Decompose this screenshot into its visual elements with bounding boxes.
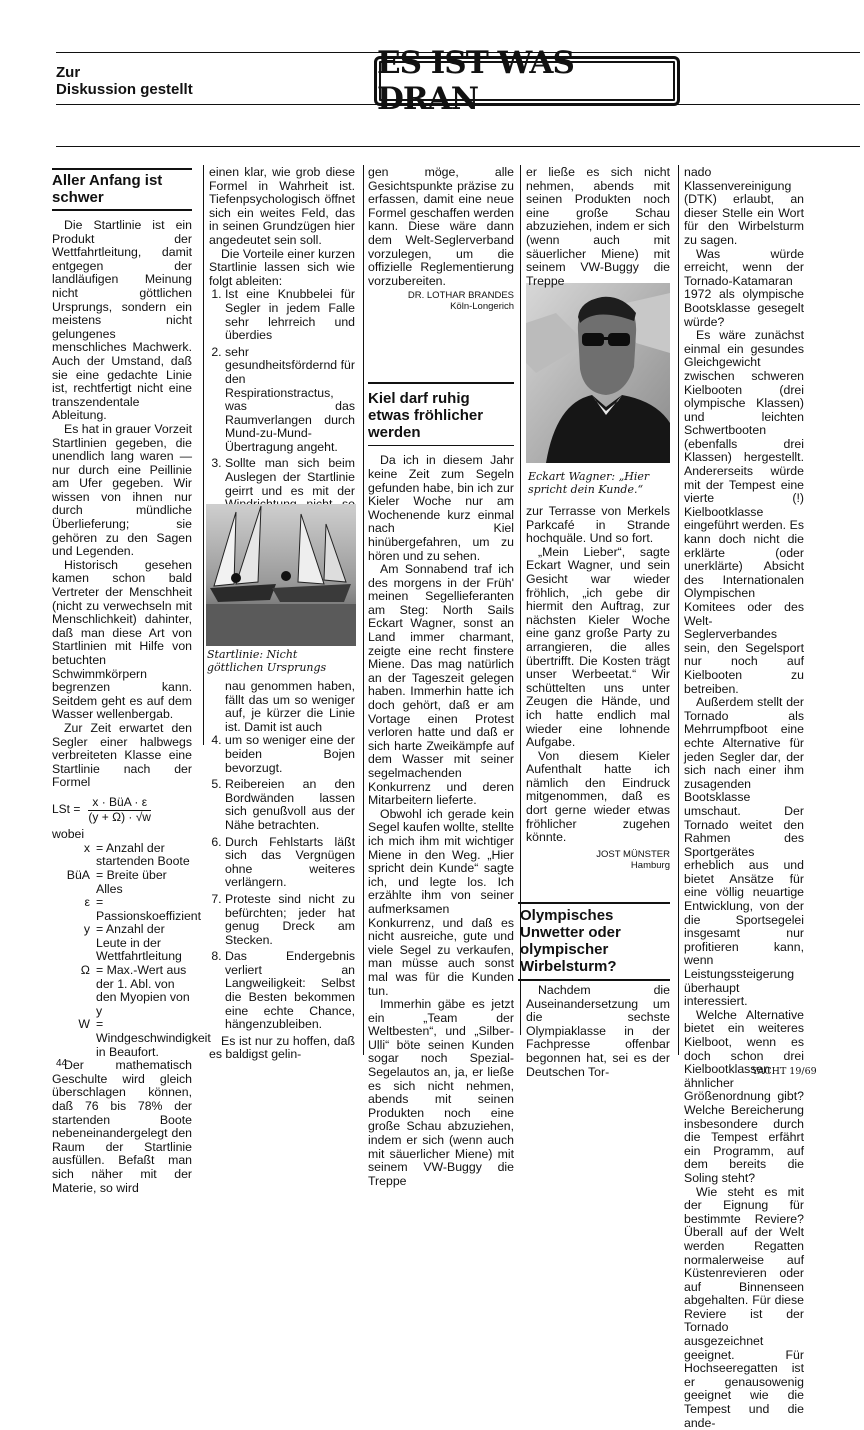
article3-paragraph: Was würde erreicht, wenn der Tornado-Katamaran 1972 als olympische Bootsklasse gesegelt würde? [684, 246, 804, 329]
advantages-list-continued [209, 734, 355, 1031]
rubric-line-2: Diskussion gestellt [56, 81, 193, 98]
formula-definitions [52, 840, 211, 1060]
formula-numerator: x · BüA · ε [88, 796, 151, 811]
column-4 [526, 166, 670, 288]
article1-author: DR. LOTHAR BRANDES [407, 290, 514, 302]
formula-lhs: LSt = [52, 802, 81, 817]
definition-row: ε = Passionskoeffizient [84, 895, 202, 923]
definition-row: W = Windgeschwindigkeit in Beaufort. [78, 1017, 211, 1059]
article1-title: Aller Anfang ist schwer [52, 172, 163, 206]
article1-place: Köln-Longerich [450, 301, 514, 313]
article3-paragraph: Es wäre zunächst einmal ein gesundes Gleichgewicht zwischen schweren Kielbooten (drei olympische Klassen) und leichten Schwertbooten (ebenfalls drei Klassen) hergestellt. Andererseits würde mit der Tempest eine vierte (!) Kielbootklasse eingeführt werden. Es kann doch nicht die erklärte (oder unerklärte) Absicht des Internationalen Olympischen Komitees oder des Welt-Seglerverbandes sein, den Segelsport nur noch auf Kielbooten zu betreiben. [684, 328, 804, 696]
article2-author: JOST MÜNSTER [596, 848, 670, 860]
article3-title: Olympisches Unwetter oder olympischer Wirbelsturm? [520, 907, 621, 975]
startline-formula [52, 796, 192, 824]
column-1 [52, 168, 211, 1195]
article1-paragraph: Zur Zeit erwartet den Segler einer halbwegs verbreiteten Klasse eine Startlinie nach der Formel [52, 720, 192, 790]
column-divider-2 [363, 165, 364, 1055]
article3-paragraph: nado Klassenvereinigung (DTK) erlaubt, an dieser Stelle ein Wort für den Wirbelsturm zu sagen. [684, 165, 804, 247]
article3-title-box [518, 902, 670, 981]
logo-text: ES IST WAS DRAN [377, 45, 574, 117]
definition-row: x = Anzahl der startenden Boote [83, 840, 190, 869]
magazine-issue: YACHT 19/69 [752, 1066, 817, 1077]
list-item-continued: nau genommen haben, fällt das um so weniger auf, je kürzer die Linie ist. Damit ist auch [225, 679, 355, 734]
list-item: 3. Sollte man sich beim Auslegen der Startlinie geirrt und es mit der [225, 457, 355, 579]
column-5 [684, 166, 804, 1430]
header-lower-rule [56, 146, 860, 147]
article2-title: Kiel darf ruhig etwas fröhlicher werden [368, 390, 484, 442]
article1-paragraph: Die Vorteile einer kurzen Startlinie lassen sich wie folgt ableiten: [209, 246, 355, 288]
article1-paragraph: einen klar, wie grob diese Formel in Wahrheit ist. Tiefenpsychologisch öffnet sich ein weites Feld, das in seinen Grundzügen hier angedeutet sein soll. [209, 165, 355, 247]
list-item: 1. Ist eine Knubbelei für Segler in jedem Falle sehr lehrreich und überdies [225, 288, 355, 342]
definition-row: Ω = Max.-Wert aus der 1. Abl. von den Myopien von y [80, 963, 190, 1018]
article2-place: Hamburg [630, 859, 670, 871]
article3-paragraph: Wie steht es mit der Eignung für bestimmte Reviere? Überall auf der Welt werden Regatten normalerweise auf Küstenrevieren oder auf Binnenseen abgehalten. Für diese Reviere ist der Tornado ausgezeichnet geeignet. Für Hochseeregatten ist er genausowenig geeignet wie die Tempest und die ande- [684, 1184, 804, 1430]
sailboats-image [206, 504, 356, 646]
portrait-image [526, 283, 670, 463]
list-item: 7. Proteste sind nicht zu befürchten; jeder hat genug Dreck am Stecken. [225, 893, 355, 947]
column-divider-4 [678, 165, 679, 1055]
article1-paragraph: Es ist nur zu hoffen, daß es baldigst gelin- [209, 1033, 355, 1062]
definition-row: BüA = Breite über Alles [66, 867, 167, 896]
article2-paragraph: Immerhin gäbe es jetzt ein „Team der Weltbesten“, und „Silber-Ulli“ böte seinen Kunden sogar noch Spezial-Segelautos an, ja, er ließe es sich nicht nehmen, abends mit seinen Produkten noch eine große Schau abzuziehen, indem er sich (wenn auch mit säuerlicher Miene) mit seinem VW-Buggy die Treppe [368, 997, 514, 1188]
article2-paragraph: Am Sonnabend traf ich des morgens in der Früh' meinen Segellieferanten am Steg: North Sails Eckart Wagner, sonst an Land immer charmant, zeigte eine recht finstere Miene. Das mag natürlich an der Tageszeit gelegen haben. Immerhin hatte ich doch gehört, daß er am Vortage einen Protest verloren hatte und daß er sich harte Zweikämpfe auf dem Wasser mit seiner segelmachenden Konkurrenz und deren Mitarbeitern lieferte. [368, 562, 514, 808]
list-item: 8. Das Endergebnis verliert an Langweiligkeit: Selbst die Besten bekommen eine echte Chance, hängenzubleiben. [225, 950, 355, 1032]
article2-paragraph: zur Terrasse von Merkels Parkcafé in Strande hochquäle. Und so fort. [526, 504, 670, 546]
section-logo [374, 45, 680, 117]
list-item: 4. um so weniger eine der beiden Bojen bevorzugt. [225, 734, 355, 775]
article3-paragraph: Nachdem die Auseinandersetzung um die sechste Olympiaklasse in der Fachpresse offenbar begonnen hat, sei es der Deutschen Tor- [526, 983, 670, 1079]
list-item: 5. Reibereien an den Bordwänden lassen sich genußvoll aus der Nähe betrachten. [225, 778, 355, 832]
article1-paragraph: gen möge, alle Gesichtspunkte präzise zu erfassen, damit eine neue Formel geschaffen werden kann. Diese wäre dann dem Welt-Seglerverband vorzulegen, um die offizielle Reglementierung vorzubereiten. [368, 165, 514, 288]
eckart-wagner-photo [526, 283, 670, 463]
article2-paragraph: Obwohl ich gerade kein Segel kaufen wollte, stellte ich mich ihm mit wichtiger Miene in den Weg. „Hier spricht dein Kunde“ sagte ich, und legte los. Ich erzählte ihm von seiner aufmerksamen Konkurrenz, und daß es nicht ausreiche, gute und viele Segel zu verkaufen, man müsse auch sonst mal was für die Kunden tun. [368, 806, 514, 998]
article2-paragraph: Da ich in diesem Jahr keine Zeit zum Segeln gefunden habe, bin ich zur Kieler Woche nur am Wochenende kurz einmal nach Kiel hinübergefahren, um zu hören und zu sehen. [368, 453, 514, 563]
column-4-article3 [526, 984, 670, 1079]
article2-paragraph: „Mein Lieber“, sagte Eckart Wagner, und sein Gesicht war wieder fröhlich, „ich gebe dir hiermit den Auftrag, zur nächsten Kieler Woche eine ganz große Party zu arrangieren, die alles übertrifft. Die Kosten trägt unser Werbeetat.“ Wir schüttelten uns unter Zeugen die Hände, und ich hatte endlich mal wieder eine lohnende Aufgabe. [526, 544, 670, 750]
article1-paragraph: Der mathematisch Geschulte wird gleich überschlagen können, daß 76 bis 78% der startenden Boote nebeneinandergelegt den Raum der Startlinie ausfüllen. Befaßt man sich näher mit der Materie, so wird [52, 1058, 192, 1195]
rubric-line-1: Zur [56, 64, 81, 81]
article3-paragraph: Außerdem stellt der Tornado als Mehrrumpfboot eine echte Alternative für jeden Segler dar, der sich nach einer ihm zusagenden Bootsklasse umschaut. Der Tornado weitet den Rahmen des Sportgerätes erheblich aus und bietet Ansätze für eine völlig neuartige Entwicklung, von der die Sportsegelei insgesamt nur profitieren kann, wenn Leistungssteigerung überhaupt interessiert. [684, 695, 804, 1009]
formula-denominator: (y + Ω) · √w [88, 809, 151, 824]
startline-photo-caption: Startlinie: Nicht göttlichen Ursprungs [207, 648, 327, 674]
column-4-continued [526, 505, 670, 871]
rubric [56, 64, 193, 98]
definition-row: y = Anzahl der Leute in der Wettfahrtleitung [83, 922, 182, 964]
formula-wobei: wobei [52, 827, 85, 842]
list-item: 2. sehr gesundheitsfördernd für den Respirationstractus, was das Raumverlangen durch Mund-zu-Mund-Übertragung angeht. [225, 346, 355, 455]
page-number: 44 [56, 1058, 68, 1069]
column-3 [368, 166, 514, 1188]
eckart-wagner-caption: Eckart Wagner: „Hier spricht dein Kunde.“ [528, 470, 650, 496]
startline-photo [206, 504, 356, 646]
column-2-continued [209, 680, 355, 1062]
article3-paragraph: Welche Alternative bietet ein weiteres Kielboot, wenn es doch schon drei Kielbootklassen ähnlicher Größenordnung gibt? Welche Bereicherung insbesondere durch die Tempest erfährt ein Programm, auf dem bereits die Soling steht? [684, 1007, 804, 1185]
article1-paragraph: Die Startlinie ist ein Produkt der Wettfahrtleitung, damit entgegen der landläufigen Meinung nicht göttlichen Ursprungs, sondern ein meistens nicht gelungenes menschliches Machwerk. Auch der Umstand, daß sie eine gedachte Linie ist, rechtfertigt nicht eine transzendentale Ableitung. [52, 218, 192, 423]
formula-fraction [88, 796, 151, 824]
list-item: 6. Durch Fehlstarts läßt sich das Vergnügen ohne weiteres verlängern. [225, 836, 355, 890]
column-divider-1 [203, 165, 204, 745]
article1-paragraph: Es hat in grauer Vorzeit Startlinien gegeben, die unendlich lang waren — nur durch eine Peillinie am Ufer gegeben. Wir wissen von ihnen nur durch mündliche Überlieferung; sie gehören zu den Sagen und Legenden. [52, 421, 192, 559]
article2-paragraph: Von diesem Kieler Aufenthalt hatte ich nämlich den Eindruck mitgenommen, daß es dort gerne wieder etwas fröhlicher zugehen könnte. [526, 748, 670, 845]
article1-paragraph: Historisch gesehen kamen schon bald Vertreter der Menschheit (nicht zu verwechseln mit Menschlichkeit) dahinter, daß man diese Art von Startlinien mit Hilfe von betuchten Schwimmkörpern begrenzen kann. Seitdem geht es auf dem Wasser wellenbergab. [52, 557, 192, 722]
article2-paragraph: er ließe es sich nicht nehmen, abends mit seinen Produkten noch eine große Schau abzuziehen, indem er sich (wenn auch mit säuerlicher Miene) mit seinem VW-Buggy die Treppe [526, 165, 670, 288]
